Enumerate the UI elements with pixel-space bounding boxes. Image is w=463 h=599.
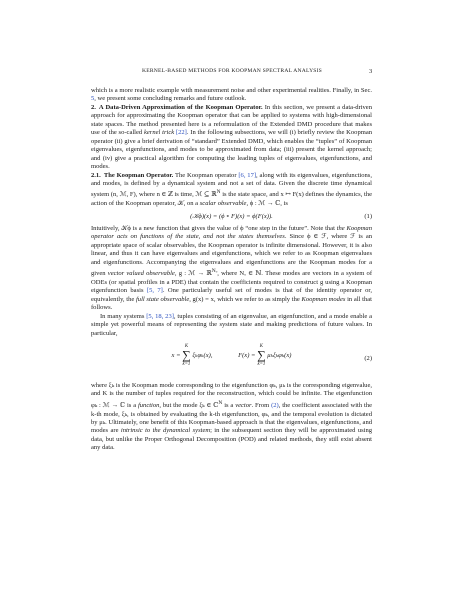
section-title: A Data-Driven Approximation of the Koopman Operator. bbox=[98, 103, 263, 111]
page-number: 3 bbox=[369, 68, 373, 75]
section-number: 2. bbox=[91, 103, 96, 111]
section-ref-link[interactable]: 5 bbox=[91, 95, 95, 103]
citation-link[interactable]: [5, 7] bbox=[146, 287, 163, 295]
equation-2-label: (2) bbox=[364, 355, 372, 363]
equation-2-left: x = K ∑ k=1 ξₖφₖ(x), bbox=[171, 344, 213, 368]
equation-1 bbox=[91, 213, 372, 221]
subsection-number: 2.1. bbox=[91, 171, 101, 179]
koopman-paragraph: Intuitively, 𝒦ϕ is a new function that gives the value of ϕ “one step in the future”. Note that the Koopman operator acts on functions of the state, and not the states themselves. Since ϕ ∈ ℱ, where ℱ is an appropriate space of scalar observables, the Koopman operator is infinite dimensional. However, it is also linear, and thus it can have eigenvalues and eigenfunctions, which we refer to as Koopman eigenvalues and eigenfunctions. Accompanying the eigenvalues and eigenfunctions are the Koopman modes for a given vector valued observable, g : ℳ → ℝ$^{N_o}$, where Nₒ ∈ ℕ. These modes are vectors in a system of ODEs (or spatial profiles in a PDE) that contain the coefficients required to construct g using a Koopman eigenfunction basis [5, 7]. One particularly useful set of modes is that of the identity operator or, equivalently, the full state observable, g(x) = x, which we refer to as simply the Koopman modes in all that follows. bbox=[91, 224, 373, 312]
section-2-paragraph: 2. A Data-Driven Approximation of the Koopman Operator. In this section, we present a data-driven approach for approximating the Koopman operator that can be applied to systems with high-dimensional state spaces. The method presented here is a reformulation of the Extended DMD procedure that makes use of the so-called kernel trick [22]. In the following subsections, we will (i) briefly review the Koopman operator (ii) give a brief derivation of “standard” Extended DMD, which enables the “tuples” of Koopman eigenvalues, eigenfunctions, and modes to be approximated from data; (iii) present the kernel approach; and (iv) give a practical algorithm for computing the leading tuples of eigenvalues, eigenfunctions, and modes. bbox=[91, 103, 373, 171]
equation-2 bbox=[91, 343, 372, 377]
page-body bbox=[91, 87, 372, 453]
equation-ref-link[interactable]: (2) bbox=[271, 402, 279, 410]
where-paragraph: where ξₖ is the Koopman mode corresponding to the eigenfunction φₖ, μₖ is the corresponding eigenvalue, and K is the number of tuples required for the reconstruction, which could be infinite. The eigenfunction φₖ : ℳ → ℂ is a function, but the mode ξₖ ∈ ℂ$^N$ is a vector. From (2), the coefficient associated with the k-th mode, ξₖ, is obtained by evaluating the k-th eigenfunction, φₖ, and the temporal evolution is dictated by μₖ. Ultimately, one benefit of this Koopman-based approach is that the eigenvalues, eigenfunctions, and modes are intrinsic to the dynamical system; in the subsequent section they will be approximated using data, but unlike the Proper Orthogonal Decomposition (POD) and related methods, they still exist absent any data. bbox=[91, 382, 373, 452]
subsection-title: The Koopman Operator. bbox=[103, 171, 174, 179]
equation-1-expr: (𝒦ϕ)(x) = (ϕ ∘ F)(x) = ϕ(F(x)). bbox=[190, 212, 273, 220]
tuples-paragraph: In many systems [5, 18, 23], tuples consisting of an eigenvalue, an eigenfunction, and a mode enable a simple yet powerful means of representing the system state and making predictions of future values. In particular, bbox=[91, 312, 373, 337]
intro-tail-paragraph: which is a more realistic example with measurement noise and other experimental realities. Finally, in Sec. 5, we present some concluding remarks and future outlook. bbox=[91, 87, 372, 103]
summation-symbol: K ∑ k=1 bbox=[182, 344, 191, 368]
equation-1-label: (1) bbox=[364, 212, 372, 220]
citation-link[interactable]: [6, 17] bbox=[238, 171, 257, 179]
citation-link[interactable]: [22] bbox=[175, 129, 187, 137]
subsection-2-1-paragraph: 2.1. The Koopman Operator. The Koopman operator [6, 17], along with its eigenvalues, eigenfunctions, and modes, is defined by a dynamical system and not a set of data. Given the discrete time dynamical system (n, ℳ, F), where n ∈ ℤ is time, ℳ ⊆ ℝ$^N$ is the state space, and x ↦ F(x) defines the dynamics, the action of the Koopman operator, 𝒦, on a scalar observable, ϕ : ℳ → ℂ, is bbox=[91, 171, 372, 208]
summation-symbol: K ∑ k=1 bbox=[257, 344, 266, 368]
citation-link[interactable]: [5, 18, 23] bbox=[146, 312, 174, 320]
equation-2-right: F(x) = K ∑ k=1 μₖξₖφₖ(x) bbox=[238, 344, 292, 368]
running-title: KERNEL-BASED METHODS FOR KOOPMAN SPECTRAL ANALYSIS bbox=[141, 68, 322, 74]
